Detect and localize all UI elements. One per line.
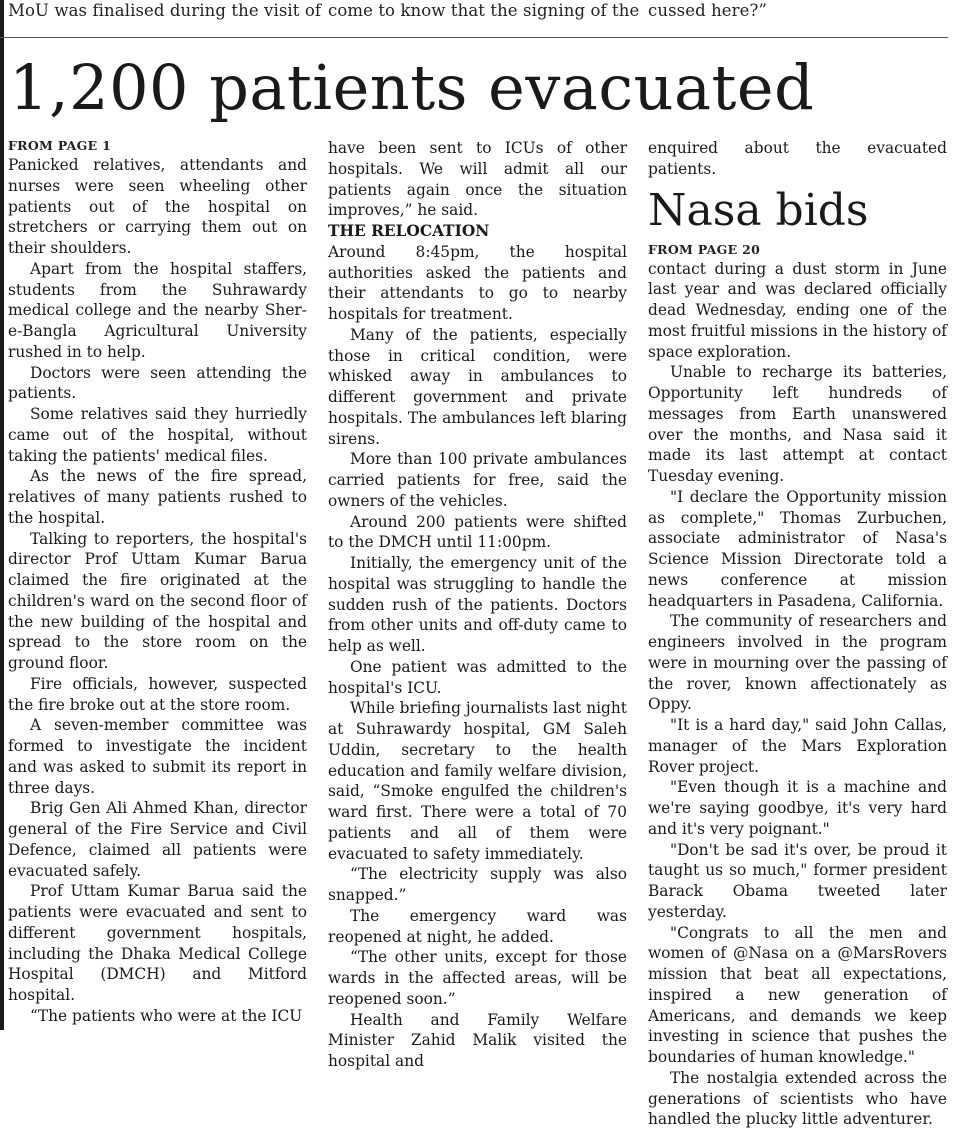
previous-story-col2: come to know that the signing of the <box>328 1 640 20</box>
previous-story-strip <box>0 0 959 38</box>
article-paragraph: "Even though it is a machine and we're saying goodbye, it's very hard and it's very poignant." <box>648 778 947 838</box>
article-paragraph: contact during a dust storm in June last year and was declared officially dead Wednesday, ending one of the most fruitful missions in the history of space exploration. <box>648 259 947 361</box>
article-paragraph: "Don't be sad it's over, be proud it taught us so much," former president Barack Obama tweeted later yesterday. <box>648 840 947 921</box>
article-paragraph: Panicked relatives, attendants and nurses were seen wheeling other patients out of the hospital on stretchers or carrying them out on their shoulders. <box>8 156 307 257</box>
article-paragraph: More than 100 private ambulances carried patients for free, said the owners of the vehicles. <box>328 450 627 510</box>
previous-story-col3: cussed here?” <box>648 1 767 20</box>
article-paragraph: A seven-member committee was formed to investigate the incident and was asked to submit its report in three days. <box>8 716 307 797</box>
section-subhead: THE RELOCATION <box>328 222 490 240</box>
article-paragraph: enquired about the evacuated patients. <box>648 139 947 178</box>
article-column-2 <box>328 138 627 1072</box>
jump-line: FROM PAGE 1 <box>8 138 112 153</box>
article-paragraph: Around 8:45pm, the hospital authorities asked the patients and their attendants to go to nearby hospitals for treatment. <box>328 242 627 323</box>
article-paragraph: The community of researchers and engineers involved in the program were in mourning over the passing of the rover, known affectionately as Oppy. <box>648 612 947 714</box>
article-paragraph: "Congrats to all the men and women of @Nasa on a @MarsRovers mission that beat all expectations, inspired a new generation of Americans, and demands we keep investing in science that pushes the boundaries of human knowledge." <box>648 923 947 1066</box>
article-paragraph: “The other units, except for those wards in the affected areas, will be reopened soon.” <box>328 948 627 1008</box>
article-paragraph: As the news of the fire spread, relatives of many patients rushed to the hospital. <box>8 467 307 527</box>
article-paragraph: The emergency ward was reopened at night, he added. <box>328 906 627 946</box>
article-paragraph: The nostalgia extended across the generations of scientists who have handled the plucky little adventurer. <box>648 1068 947 1129</box>
section-divider <box>0 37 948 38</box>
article-paragraph: Initially, the emergency unit of the hospital was struggling to handle the sudden rush of the patients. Doctors from other units and off-duty came to help as well. <box>328 554 627 655</box>
article-paragraph: Unable to recharge its batteries, Opportunity left hundreds of messages from Earth unanswered over the months, and Nasa said it made its last attempt at contact Tuesday evening. <box>648 363 947 485</box>
article-paragraph: While briefing journalists last night at Suhrawardy hospital, GM Saleh Uddin, secretary to the health education and family welfare division, said, “Smoke engulfed the children's ward first. There were a total of 70 patients and all of them were evacuated to safety immediately. <box>328 699 627 863</box>
article-paragraph: One patient was admitted to the hospital's ICU. <box>328 657 627 697</box>
article-paragraph: Around 200 patients were shifted to the DMCH until 11:00pm. <box>328 512 627 552</box>
article-paragraph: Many of the patients, especially those in critical condition, were whisked away in ambulances to different government and private hospitals. The ambulances left blaring sirens. <box>328 325 627 448</box>
article-paragraph: Doctors were seen attending the patients. <box>8 363 307 403</box>
article-paragraph: Prof Uttam Kumar Barua said the patients were evacuated and sent to different government hospitals, including the Dhaka Medical College Hospital (DMCH) and Mitford hospital. <box>8 882 307 1004</box>
nasa-headline: Nasa bids <box>648 184 869 236</box>
article-paragraph: Fire officials, however, suspected the fire broke out at the store room. <box>8 674 307 714</box>
page-edge-bar <box>0 0 4 1030</box>
article-paragraph: Brig Gen Ali Ahmed Khan, director general of the Fire Service and Civil Defence, claimed all patients were evacuated safely. <box>8 799 307 880</box>
article-paragraph: “The patients who were at the ICU <box>30 1006 303 1025</box>
article-paragraph: "It is a hard day," said John Callas, manager of the Mars Exploration Rover project. <box>648 716 947 776</box>
article-paragraph: Talking to reporters, the hospital's director Prof Uttam Kumar Barua claimed the fire originated at the children's ward on the second floor of the new building of the hospital and spread to the store room on the ground floor. <box>8 529 307 672</box>
main-headline: 1,200 patients evacuated <box>9 51 815 124</box>
article-paragraph: Health and Family Welfare Minister Zahid Malik visited the hospital and <box>328 1010 627 1070</box>
article-paragraph: "I declare the Opportunity mission as complete," Thomas Zurbuchen, associate administrator of Nasa's Science Mission Directorate told a news conference at mission headquarters in Pasadena, California. <box>648 487 947 610</box>
previous-story-col1: MoU was finalised during the visit of <box>8 1 322 20</box>
article-paragraph: Some relatives said they hurriedly came out of the hospital, without taking the patients' medical files. <box>8 405 307 465</box>
jump-line: FROM PAGE 20 <box>648 241 761 257</box>
article-paragraph: have been sent to ICUs of other hospitals. We will admit all our patients again once the situation improves,” he said. <box>328 139 627 220</box>
article-paragraph: “The electricity supply was also snapped.” <box>328 865 627 904</box>
article-column-1 <box>8 138 307 1027</box>
article-paragraph: Apart from the hospital staffers, students from the Suhrawardy medical college and the nearby Sher-e-Bangla Agricultural University rushed in to help. <box>8 259 307 361</box>
article-column-3 <box>648 138 947 1130</box>
